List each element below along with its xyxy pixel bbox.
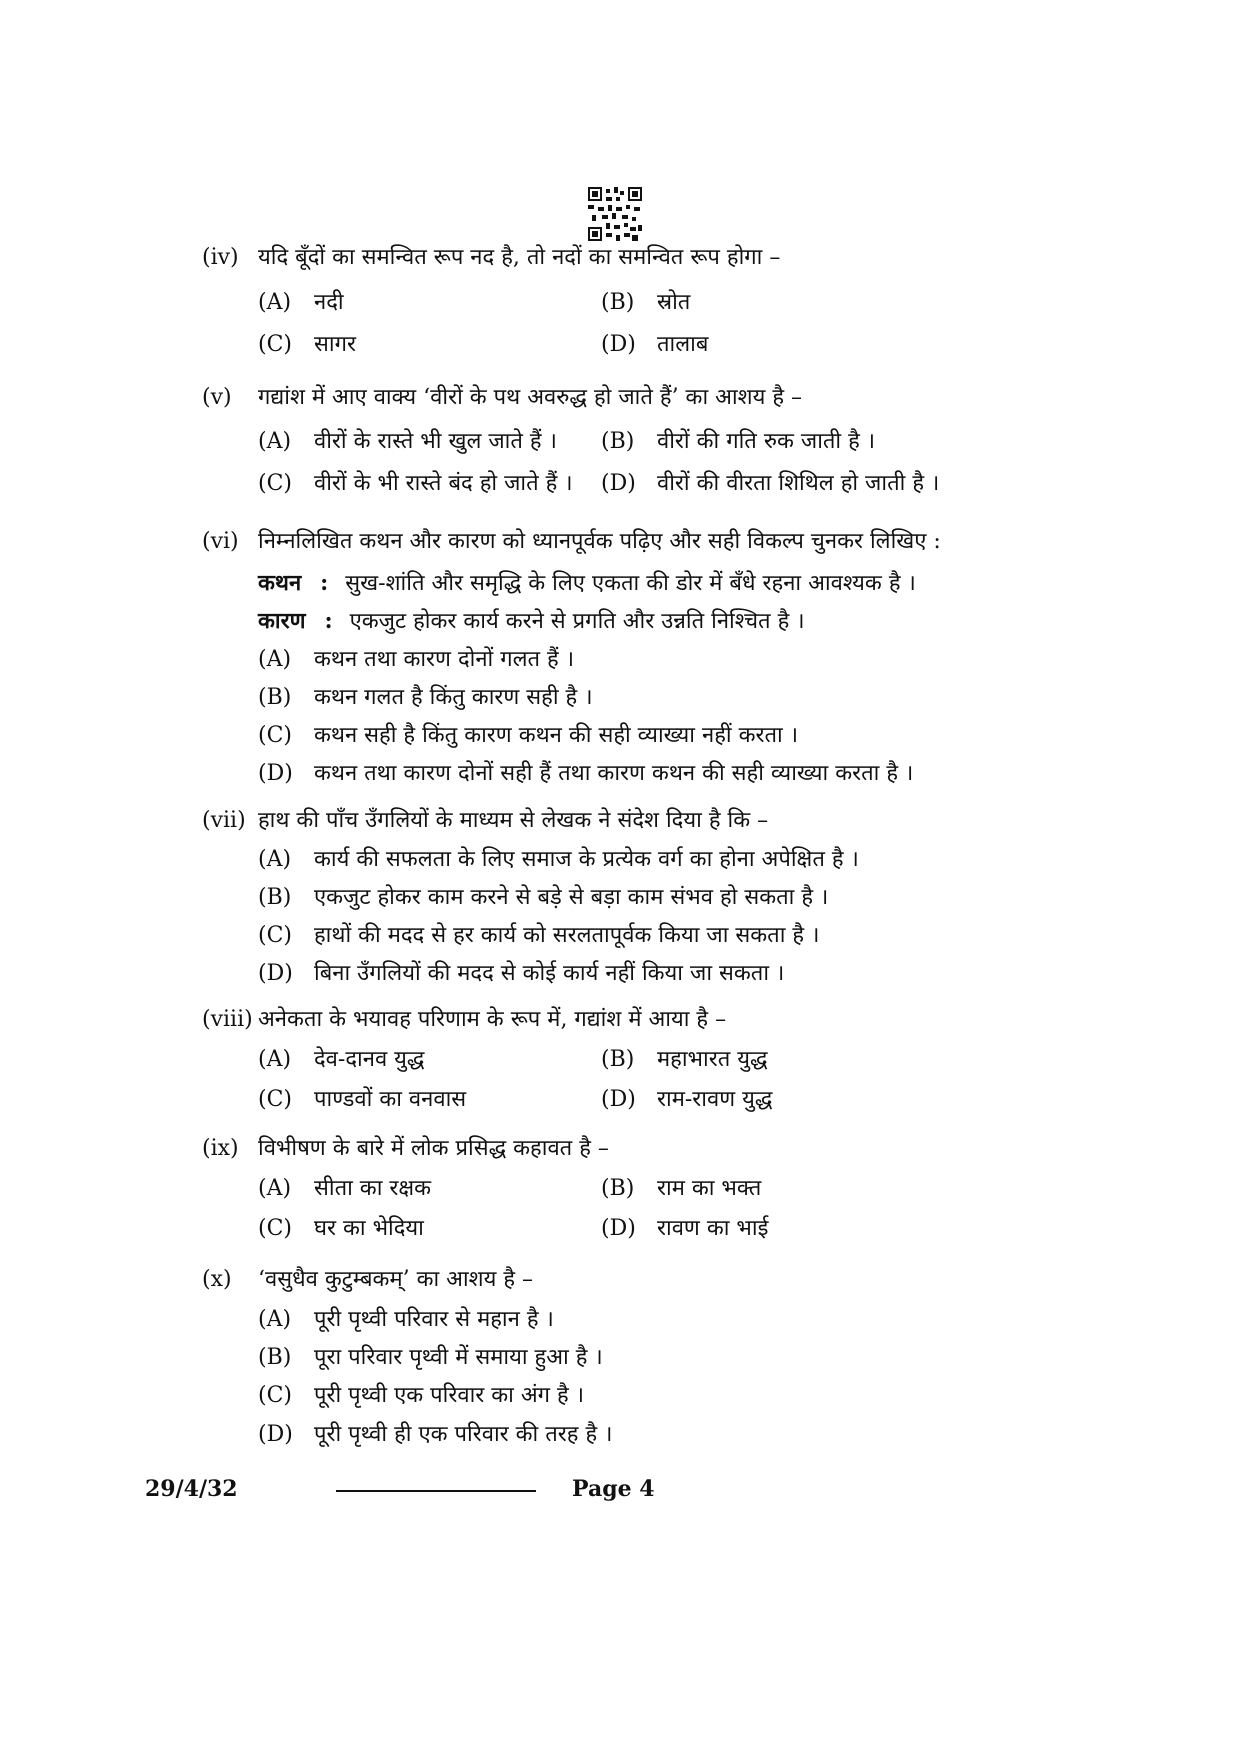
- option-vii-a[interactable]: (A) कार्य की सफलता के लिए समाज के प्रत्येक वर्ग का होना अपेक्षित है ।: [258, 847, 859, 872]
- option-iv-d[interactable]: (D) तालाब: [601, 332, 709, 357]
- page-number: Page 4: [572, 1476, 655, 1502]
- option-vii-b[interactable]: (B) एकजुट होकर काम करने से बड़े से बड़ा काम संभव हो सकता है ।: [258, 885, 829, 910]
- option-v-a[interactable]: (A) वीरों के रास्ते भी खुल जाते हैं ।: [258, 429, 557, 454]
- question-number: (viii): [202, 1007, 253, 1032]
- question-text: ‘वसुधैव कुटुम्बकम्’ का आशय है –: [258, 1267, 534, 1292]
- question-number: (v): [202, 385, 232, 410]
- question-number: (vi): [202, 529, 239, 554]
- option-viii-c[interactable]: (C) पाण्डवों का वनवास: [258, 1087, 467, 1112]
- assertion-text: सुख-शांति और समृद्धि के लिए एकता की डोर में बँधे रहना आवश्यक है ।: [345, 571, 916, 596]
- footer-divider: [336, 1490, 536, 1492]
- option-ix-d[interactable]: (D) रावण का भाई: [601, 1216, 769, 1241]
- option-viii-d[interactable]: (D) राम-रावण युद्ध: [601, 1087, 773, 1112]
- option-viii-b[interactable]: (B) महाभारत युद्ध: [601, 1047, 768, 1072]
- option-ix-a[interactable]: (A) सीता का रक्षक: [258, 1176, 432, 1201]
- option-vi-d[interactable]: (D) कथन तथा कारण दोनों सही हैं तथा कारण कथन की सही व्याख्या करता है ।: [258, 761, 914, 786]
- question-text: अनेकता के भयावह परिणाम के रूप में, गद्यांश में आया है –: [258, 1007, 727, 1032]
- question-number: (ix): [202, 1136, 239, 1161]
- option-vi-c[interactable]: (C) कथन सही है किंतु कारण कथन की सही व्याख्या नहीं करता ।: [258, 723, 799, 748]
- assertion-label: कथन: [258, 570, 302, 596]
- question-number: (iv): [202, 245, 239, 270]
- option-iv-b[interactable]: (B) स्रोत: [601, 290, 691, 315]
- option-iv-c[interactable]: (C) सागर: [258, 332, 356, 357]
- option-x-c[interactable]: (C) पूरी पृथ्वी एक परिवार का अंग है ।: [258, 1383, 585, 1408]
- option-ix-c[interactable]: (C) घर का भेदिया: [258, 1216, 424, 1241]
- option-iv-a[interactable]: (A) नदी: [258, 290, 344, 315]
- option-x-a[interactable]: (A) पूरी पृथ्वी परिवार से महान है ।: [258, 1307, 554, 1332]
- option-x-d[interactable]: (D) पूरी पृथ्वी ही एक परिवार की तरह है ।: [258, 1422, 613, 1447]
- option-ix-b[interactable]: (B) राम का भक्त: [601, 1176, 762, 1201]
- reason-colon: :: [324, 608, 333, 634]
- option-vi-b[interactable]: (B) कथन गलत है किंतु कारण सही है ।: [258, 685, 593, 710]
- question-text: गद्यांश में आए वाक्य ‘वीरों के पथ अवरुद्ध हो जाते हैं’ का आशय है –: [258, 385, 803, 410]
- question-text: हाथ की पाँच उँगलियों के माध्यम से लेखक ने संदेश दिया है कि –: [258, 808, 769, 833]
- paper-code: 29/4/32: [145, 1476, 238, 1502]
- option-v-b[interactable]: (B) वीरों की गति रुक जाती है ।: [601, 429, 876, 454]
- option-x-b[interactable]: (B) पूरा परिवार पृथ्वी में समाया हुआ है ।: [258, 1345, 603, 1370]
- assertion-line: [258, 568, 916, 599]
- qr-code: [588, 187, 642, 241]
- question-text: निम्नलिखित कथन और कारण को ध्यानपूर्वक पढ़िए और सही विकल्प चुनकर लिखिए :: [258, 529, 941, 554]
- assertion-colon: :: [320, 570, 329, 596]
- option-viii-a[interactable]: (A) देव-दानव युद्ध: [258, 1047, 425, 1072]
- question-number: (x): [202, 1267, 232, 1292]
- option-v-c[interactable]: (C) वीरों के भी रास्ते बंद हो जाते हैं ।: [258, 471, 573, 496]
- reason-label: कारण: [258, 608, 306, 634]
- question-text: विभीषण के बारे में लोक प्रसिद्ध कहावत है –: [258, 1136, 609, 1161]
- option-v-d[interactable]: (D) वीरों की वीरता शिथिल हो जाती है ।: [601, 471, 940, 496]
- option-vii-d[interactable]: (D) बिना उँगलियों की मदद से कोई कार्य नहीं किया जा सकता ।: [258, 961, 785, 986]
- option-vii-c[interactable]: (C) हाथों की मदद से हर कार्य को सरलतापूर्वक किया जा सकता है ।: [258, 923, 820, 948]
- reason-line: [258, 606, 805, 637]
- question-number: (vii): [202, 808, 246, 833]
- question-text: यदि बूँदों का समन्वित रूप नद है, तो नदों का समन्वित रूप होगा –: [258, 245, 781, 270]
- reason-text: एकजुट होकर कार्य करने से प्रगति और उन्नति निश्चित है ।: [349, 609, 805, 634]
- option-vi-a[interactable]: (A) कथन तथा कारण दोनों गलत हैं ।: [258, 647, 575, 672]
